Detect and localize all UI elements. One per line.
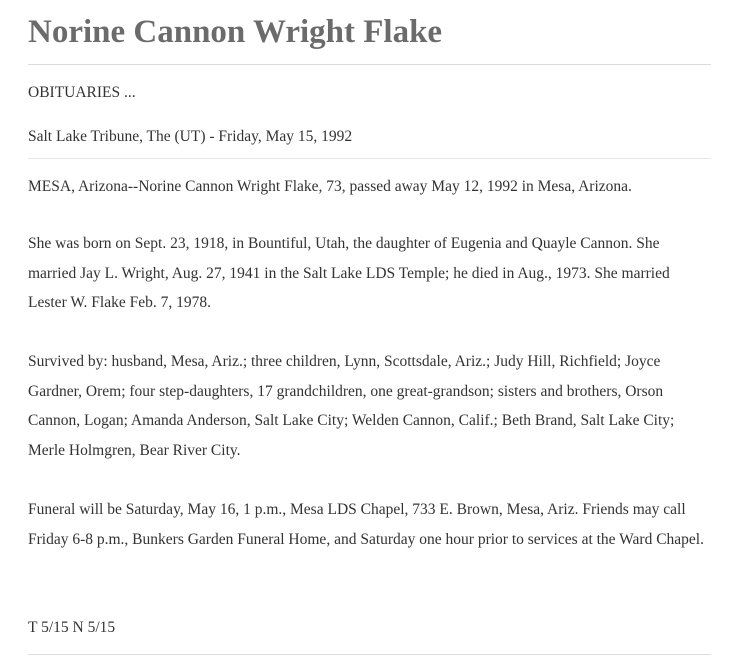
paragraph-intro: MESA, Arizona--Norine Cannon Wright Flake, 73, passed away May 12, 1992 in Mesa, Arizona.: [28, 178, 632, 195]
source-divider: [28, 158, 711, 159]
paragraph-biography: She was born on Sept. 23, 1918, in Bountiful, Utah, the daughter of Eugenia and Quayle Cannon. She married Jay L. Wright, Aug. 27, 1941 in the Salt Lake LDS Temple; he died in Aug., 1973. She married Lester W. Flake Feb. 7, 1978.: [28, 235, 670, 311]
page-title: Norine Cannon Wright Flake: [28, 14, 443, 50]
source-line: Salt Lake Tribune, The (UT) - Friday, May 15, 1992: [28, 128, 353, 145]
section-label: OBITUARIES ...: [28, 84, 136, 101]
title-divider: [28, 64, 711, 65]
obituary-article: [28, 0, 711, 636]
footer-code: T 5/15 N 5/15: [28, 619, 116, 636]
paragraph-funeral: Funeral will be Saturday, May 16, 1 p.m., Mesa LDS Chapel, 733 E. Brown, Mesa, Ariz. Friends may call Friday 6-8 p.m., Bunkers Garden Funeral Home, and Saturday one hour prior to services at the Ward Chapel.: [28, 501, 704, 548]
bottom-divider: [28, 654, 711, 655]
paragraph-survivors: Survived by: husband, Mesa, Ariz.; three children, Lynn, Scottsdale, Ariz.; Judy Hill, Richfield; Joyce Gardner, Orem; four step-daughters, 17 grandchildren, one great-grandson; sisters and brothers, Orson Cannon, Logan; Amanda Anderson, Salt Lake City; Welden Cannon, Calif.; Beth Brand, Salt Lake City; Merle Holmgren, Bear River City.: [28, 353, 675, 459]
